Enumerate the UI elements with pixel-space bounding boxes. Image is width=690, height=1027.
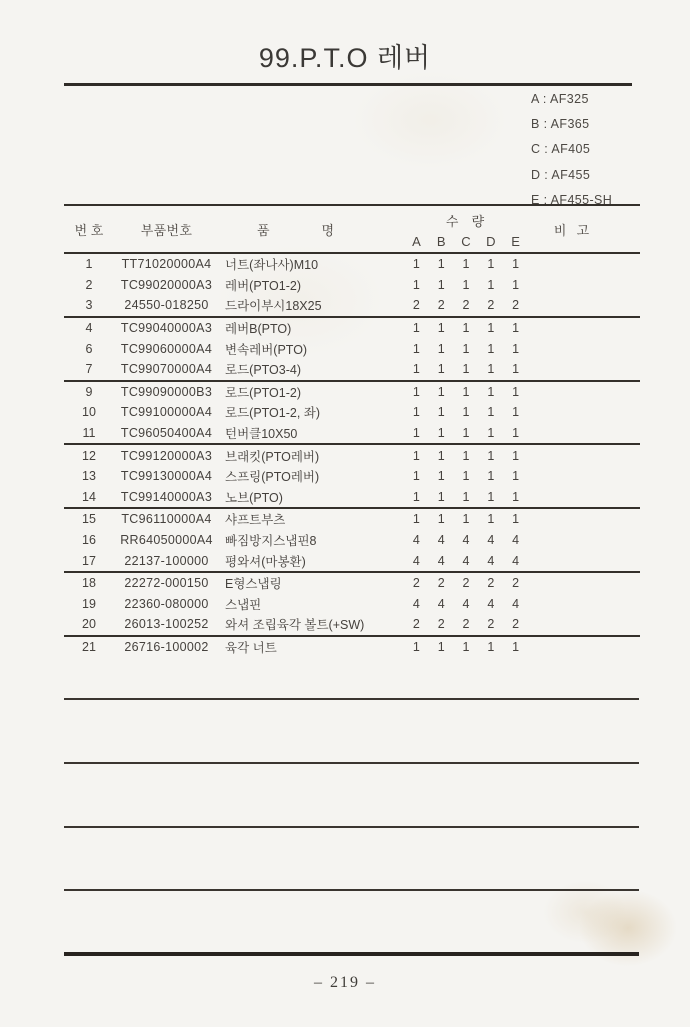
qty-value: 1 (462, 639, 470, 654)
row-group (64, 637, 640, 658)
cell-part-name: 변속레버(PTO) (225, 342, 308, 357)
qty-value: 2 (487, 298, 495, 313)
qty-value: 1 (462, 489, 470, 504)
cell-qty (404, 576, 528, 590)
cell-part-name: 빠짐방지스냅핀8 (225, 534, 317, 549)
table-row (64, 637, 640, 658)
table-row (64, 550, 640, 571)
qty-value: 1 (437, 469, 445, 484)
qty-value: 1 (412, 448, 420, 463)
qty-value: 2 (487, 617, 495, 632)
qty-value: 4 (412, 596, 420, 611)
table-row (64, 359, 640, 380)
qty-value: 1 (412, 405, 420, 420)
cell-part-name: 노브(PTO) (225, 490, 283, 505)
qty-value: 4 (512, 553, 520, 568)
qty-value: 1 (462, 341, 470, 356)
qty-value: 1 (462, 512, 470, 527)
qty-value: 1 (462, 257, 470, 272)
qty-value: 1 (512, 321, 520, 336)
cell-part-name: E형스냅링 (225, 577, 282, 592)
table-row (64, 318, 640, 339)
header-name-left: 품 (256, 222, 270, 238)
qty-col-letter: B (436, 233, 446, 249)
qty-value: 2 (512, 298, 520, 313)
qty-value: 2 (437, 298, 445, 313)
legend-item: E : AF455-SH (531, 193, 613, 208)
cell-part-name: 로드(PTO1-2) (225, 385, 302, 400)
cell-no: 9 (85, 384, 93, 399)
qty-value: 1 (412, 512, 420, 527)
cell-part-number: 26013-100252 (124, 617, 209, 632)
table-row (64, 466, 640, 487)
qty-col-letter: A (412, 233, 421, 249)
cell-part-name: 턴버클10X50 (225, 427, 298, 442)
qty-value: 1 (437, 321, 445, 336)
cell-no: 17 (82, 553, 96, 568)
legend-item: D : AF455 (531, 167, 591, 182)
table-row (64, 614, 640, 635)
qty-value: 1 (437, 448, 445, 463)
qty-value: 1 (412, 321, 420, 336)
qty-value: 2 (512, 617, 520, 632)
row-group (64, 254, 640, 318)
qty-value: 1 (437, 405, 445, 420)
qty-value: 1 (462, 448, 470, 463)
qty-value: 1 (462, 426, 470, 441)
qty-value: 1 (487, 469, 495, 484)
qty-value: 1 (412, 341, 420, 356)
legend-item: C : AF405 (531, 142, 591, 157)
qty-value: 1 (412, 257, 420, 272)
header-remarks: 비 고 (553, 222, 591, 238)
qty-value: 1 (512, 639, 520, 654)
qty-value: 1 (487, 277, 495, 292)
cell-part-name: 샤프트부츠 (225, 513, 286, 528)
qty-value: 1 (437, 341, 445, 356)
table-header (64, 206, 640, 254)
cell-no: 6 (85, 341, 93, 356)
qty-value: 1 (437, 384, 445, 399)
qty-value: 4 (462, 596, 470, 611)
row-group (64, 318, 640, 382)
blank-rule-4 (64, 889, 639, 891)
cell-part-name: 육각 너트 (225, 640, 277, 655)
cell-part-number: TC99020000A3 (120, 277, 213, 292)
cell-part-name: 스냅핀 (225, 597, 262, 612)
cell-no: 10 (82, 405, 96, 420)
table-body (64, 254, 640, 657)
cell-no: 12 (82, 448, 96, 463)
table-row (64, 402, 640, 423)
cell-no: 11 (82, 426, 96, 441)
qty-value: 1 (412, 426, 420, 441)
qty-value: 4 (512, 533, 520, 548)
cell-qty (404, 533, 528, 547)
qty-value: 2 (462, 576, 470, 591)
qty-value: 2 (412, 298, 420, 313)
model-legend (531, 86, 612, 213)
qty-value: 1 (412, 489, 420, 504)
cell-qty (404, 617, 528, 631)
cell-part-number: TT71020000A4 (121, 257, 212, 272)
qty-value: 1 (512, 426, 520, 441)
qty-col-letter: E (511, 233, 520, 249)
qty-value: 1 (487, 257, 495, 272)
qty-value: 1 (512, 512, 520, 527)
cell-no: 19 (82, 596, 96, 611)
qty-value: 4 (412, 533, 420, 548)
table-row (64, 275, 640, 296)
cell-part-number: TC99060000A4 (120, 341, 213, 356)
cell-qty (404, 490, 528, 504)
qty-value: 1 (487, 362, 495, 377)
qty-value: 1 (512, 277, 520, 292)
qty-value: 1 (462, 321, 470, 336)
cell-no: 1 (85, 257, 93, 272)
cell-qty (404, 405, 528, 419)
header-qty-label: 수 량 (445, 214, 487, 229)
cell-part-number: TC99090000B3 (120, 384, 213, 399)
qty-value: 1 (512, 489, 520, 504)
qty-value: 1 (487, 321, 495, 336)
cell-part-number: RR64050000A4 (120, 533, 213, 548)
table-row (64, 382, 640, 403)
qty-value: 1 (512, 405, 520, 420)
cell-part-number: 24550-018250 (124, 298, 209, 313)
cell-part-name: 로드(PTO3-4) (225, 363, 302, 378)
cell-qty (404, 554, 528, 568)
qty-value: 1 (512, 362, 520, 377)
qty-value: 4 (512, 596, 520, 611)
legend-item: B : AF365 (531, 117, 590, 132)
qty-value: 2 (462, 617, 470, 632)
qty-value: 4 (487, 533, 495, 548)
qty-value: 1 (487, 384, 495, 399)
qty-value: 1 (512, 384, 520, 399)
qty-value: 1 (487, 448, 495, 463)
table-row (64, 509, 640, 530)
qty-value: 1 (512, 448, 520, 463)
page-title: 99.P.T.O 레버 (258, 43, 432, 73)
qty-value: 1 (512, 341, 520, 356)
table-row (64, 487, 640, 508)
qty-value: 4 (462, 533, 470, 548)
qty-col-letter: D (486, 233, 496, 249)
cell-qty (404, 469, 528, 483)
cell-no: 3 (85, 298, 93, 313)
cell-qty (404, 597, 528, 611)
cell-part-name: 레버(PTO1-2) (225, 278, 302, 293)
cell-no: 21 (82, 639, 96, 654)
qty-value: 4 (487, 596, 495, 611)
cell-part-name: 와셔 조립육각 볼트(+SW) (225, 618, 365, 633)
page-number: – 219 – (314, 974, 376, 991)
cell-qty (404, 278, 528, 292)
qty-value: 1 (437, 362, 445, 377)
cell-qty (404, 257, 528, 271)
qty-value: 1 (437, 489, 445, 504)
qty-value: 1 (462, 362, 470, 377)
row-group (64, 382, 640, 446)
cell-part-number: 26716-100002 (124, 639, 209, 654)
cell-part-number: 22360-080000 (124, 596, 209, 611)
qty-value: 1 (412, 639, 420, 654)
cell-part-number: 22137-100000 (124, 553, 209, 568)
qty-value: 1 (462, 384, 470, 399)
cell-qty (404, 640, 528, 654)
cell-part-number: TC96050400A4 (120, 426, 213, 441)
qty-value: 1 (487, 341, 495, 356)
cell-part-name: 스프링(PTO레버) (225, 470, 320, 485)
qty-value: 2 (512, 576, 520, 591)
cell-qty (404, 449, 528, 463)
qty-value: 1 (437, 512, 445, 527)
cell-qty (404, 298, 528, 312)
cell-no: 14 (82, 489, 96, 504)
qty-value: 1 (487, 489, 495, 504)
cell-no: 18 (82, 576, 96, 591)
qty-value: 1 (512, 257, 520, 272)
blank-rule-3 (64, 826, 639, 828)
bottom-rule (64, 952, 639, 956)
table-row (64, 295, 640, 316)
qty-value: 4 (437, 533, 445, 548)
header-no: 번 호 (74, 222, 104, 238)
cell-no: 20 (82, 617, 96, 632)
qty-value: 1 (487, 512, 495, 527)
cell-no: 2 (85, 277, 93, 292)
cell-qty (404, 342, 528, 356)
cell-qty (404, 385, 528, 399)
qty-value: 1 (487, 405, 495, 420)
cell-part-name: 브래킷(PTO레버) (225, 449, 320, 464)
qty-value: 2 (437, 576, 445, 591)
cell-part-name: 평와셔(마봉환) (225, 554, 306, 569)
row-group (64, 573, 640, 637)
table-row (64, 423, 640, 444)
qty-value: 4 (462, 553, 470, 568)
table-row (64, 530, 640, 551)
cell-qty (404, 362, 528, 376)
qty-value: 1 (437, 639, 445, 654)
qty-value: 2 (462, 298, 470, 313)
qty-value: 1 (462, 405, 470, 420)
cell-part-number: 22272-000150 (124, 576, 209, 591)
cell-part-number: TC99130000A4 (120, 469, 213, 484)
qty-value: 1 (462, 277, 470, 292)
qty-value: 1 (487, 426, 495, 441)
cell-no: 13 (82, 469, 96, 484)
legend-item: A : AF325 (531, 91, 589, 106)
cell-no: 16 (82, 533, 96, 548)
table-row (64, 594, 640, 615)
table-row (64, 254, 640, 275)
qty-value: 1 (462, 469, 470, 484)
qty-value: 4 (487, 553, 495, 568)
header-qty (404, 206, 528, 252)
qty-value: 1 (487, 639, 495, 654)
cell-part-number: TC99120000A3 (120, 448, 213, 463)
blank-rule-1 (64, 698, 639, 700)
qty-value: 1 (412, 384, 420, 399)
cell-part-name: 레버B(PTO) (225, 322, 292, 337)
qty-value: 2 (412, 617, 420, 632)
qty-col-letter: C (461, 233, 471, 249)
cell-no: 4 (85, 321, 93, 336)
qty-value: 1 (412, 277, 420, 292)
table-row (64, 338, 640, 359)
cell-no: 15 (82, 512, 96, 527)
qty-value: 1 (512, 469, 520, 484)
blank-rule-2 (64, 762, 639, 764)
header-name-right: 명 (321, 222, 335, 238)
row-group (64, 509, 640, 573)
cell-qty (404, 321, 528, 335)
table-row (64, 573, 640, 594)
cell-part-number: TC99100000A4 (120, 405, 213, 420)
cell-no: 7 (85, 362, 93, 377)
qty-value: 1 (437, 257, 445, 272)
qty-letters (404, 230, 528, 252)
header-part-number: 부품번호 (140, 222, 193, 238)
cell-part-number: TC96110000A4 (121, 512, 212, 527)
qty-value: 4 (437, 553, 445, 568)
cell-part-number: TC99040000A3 (120, 321, 213, 336)
qty-value: 2 (412, 576, 420, 591)
qty-value: 1 (412, 469, 420, 484)
cell-qty (404, 426, 528, 440)
cell-part-name: 드라이부시18X25 (225, 299, 322, 314)
header-part-name (203, 206, 388, 252)
qty-value: 2 (437, 617, 445, 632)
table-row (64, 445, 640, 466)
qty-value: 2 (487, 576, 495, 591)
qty-value: 1 (412, 362, 420, 377)
cell-part-name: 로드(PTO1-2, 좌) (225, 406, 321, 421)
qty-value: 1 (437, 277, 445, 292)
qty-value: 4 (412, 553, 420, 568)
qty-value: 4 (437, 596, 445, 611)
qty-value: 1 (437, 426, 445, 441)
cell-part-number: TC99070000A4 (120, 362, 213, 377)
cell-part-number: TC99140000A3 (120, 489, 213, 504)
cell-qty (404, 512, 528, 526)
row-group (64, 445, 640, 509)
cell-part-name: 너트(좌나사)M10 (225, 258, 319, 273)
parts-table (64, 204, 640, 657)
